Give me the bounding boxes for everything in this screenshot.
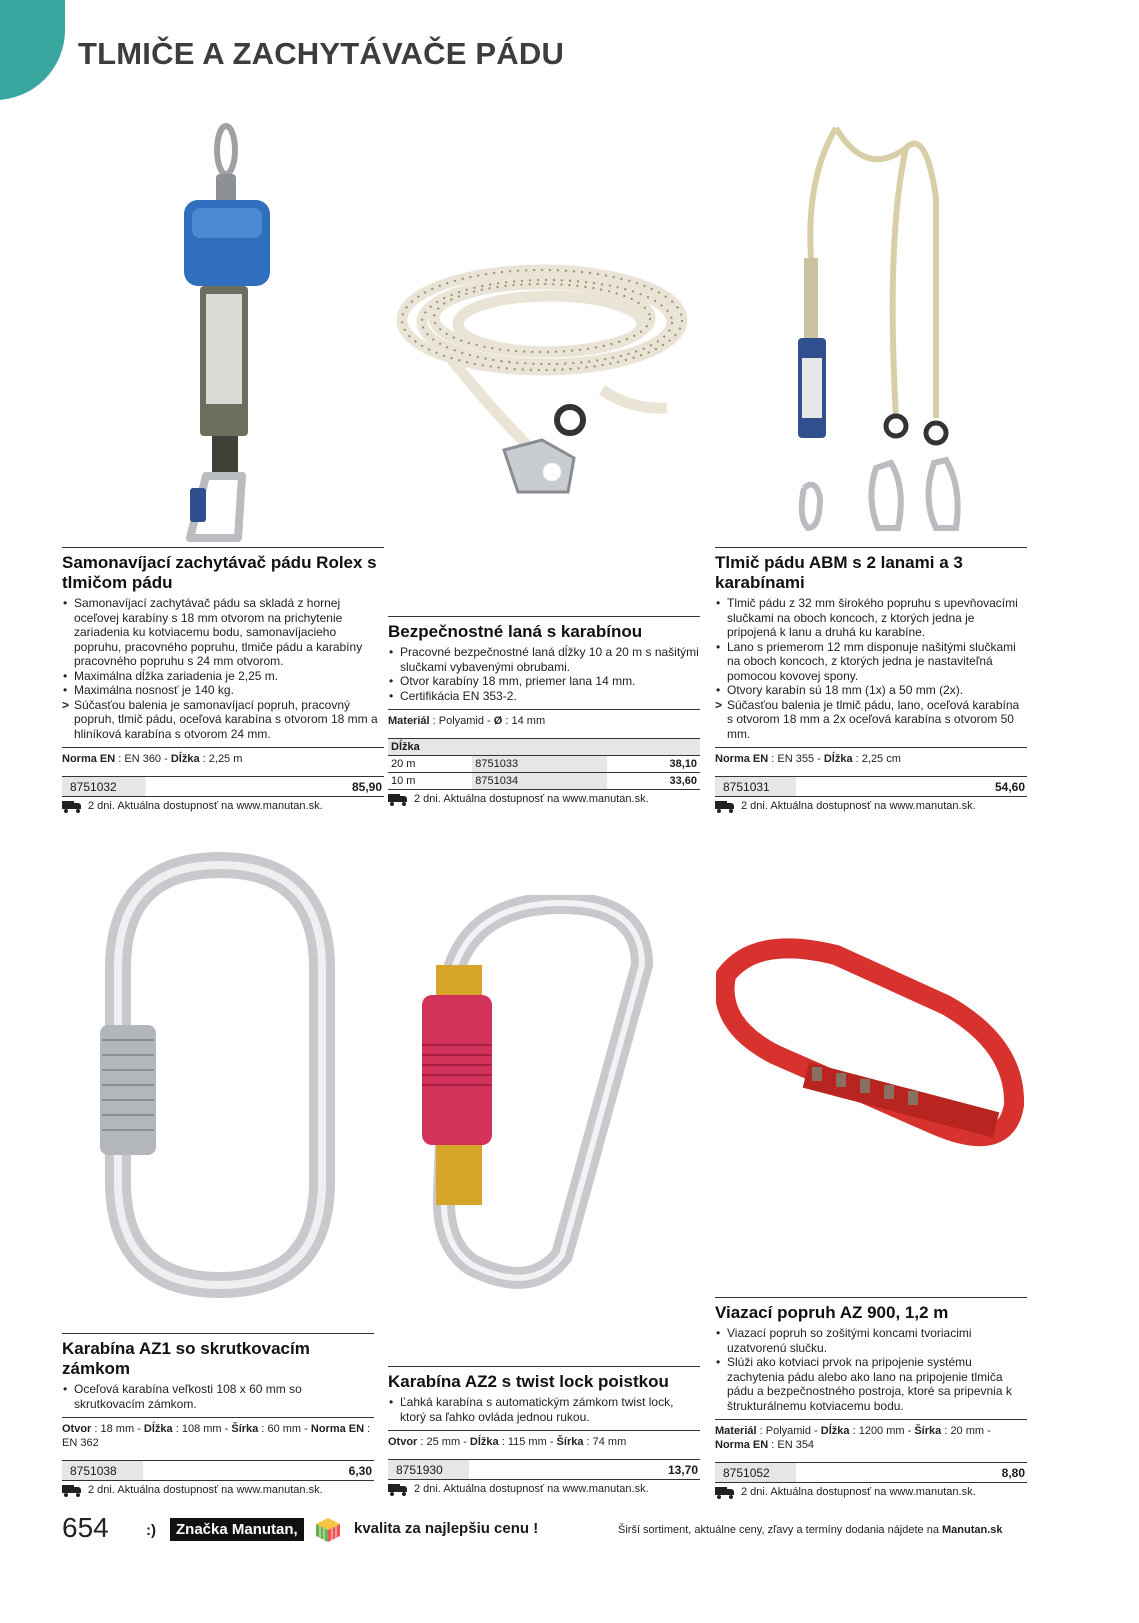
bullet: • Oceľová karabína veľkosti 108 x 60 mm so skrutkovacím zámkom. [62,1382,374,1411]
product-safety-rope [388,616,700,805]
corner-accent [0,0,65,100]
truck-icon [715,801,735,811]
bullet: • Otvory karabín sú 18 mm (1x) a 50 mm (2x). [715,683,1027,698]
availability: 2 dni. Aktuálna dostupnosť na www.manutan.sk. [62,796,384,812]
product-bullets [388,1395,700,1424]
product-bullets [62,1382,374,1411]
price-row [715,1462,1027,1482]
product-price: 8,80 [1001,1465,1025,1480]
safety-rope-image [392,240,702,500]
truck-icon [715,1487,735,1497]
spec-line: Otvor : 25 mm - Dĺžka : 115 mm - Šírka : 74 mm [388,1430,700,1449]
table-row: 10 m 8751034 33,60 [388,773,700,790]
smile-text: :) [146,1522,156,1539]
product-bullets [715,1326,1027,1413]
bullet: > Súčasťou balenia je samonavíjací popruh, pracovný popruh, tlmič pádu, oceľová karabína s otvorom 18 mm a hliníková karabína s otvorom 24 mm. [62,698,384,742]
brand-badge: Značka Manutan, [170,1518,304,1541]
page-title: TLMIČE A ZACHYTÁVAČE PÁDU [78,36,565,71]
product-title: Samonavíjací zachytávač pádu Rolex s tlmičom pádu [62,547,384,593]
availability: 2 dni. Aktuálna dostupnosť na www.manutan.sk. [715,1482,1027,1498]
product-code: 8751031 [723,779,770,794]
product-az900 [715,1297,1027,1498]
bullet: > Súčasťou balenia je tlmič pádu, lano, oceľová karabína s otvorom 18 mm a 2x oceľová karabína s otvorom 50 mm. [715,698,1027,742]
table-row: 20 m 8751033 38,10 [388,756,700,773]
product-bullets [62,596,384,741]
carabiner-az2-image [412,895,682,1295]
truck-icon [388,794,408,804]
availability: 2 dni. Aktuálna dostupnosť na www.manutan.sk. [388,789,700,805]
bullet: • Lano s priemerom 12 mm disponuje našitými slučkami na oboch koncoch, z ktorých jedna je nastaviteľná pomocou kovovej spony. [715,640,1027,684]
spec-line: Norma EN : EN 355 - Dĺžka : 2,25 cm [715,747,1027,766]
availability: 2 dni. Aktuálna dostupnosť na www.manutan.sk. [62,1480,374,1496]
spec-line: Norma EN : EN 360 - Dĺžka : 2,25 m [62,747,384,766]
price-row [388,1459,700,1479]
bullet: • Tlmič pádu z 32 mm širokého popruhu s upevňovacími slučkami na oboch koncoch, z ktorých jedna je pripojená k lanu a druhá ku karabíne. [715,596,1027,640]
page-number: 654 [62,1512,109,1543]
bullet: • Samonavíjací zachytávač pádu sa skladá z hornej oceľovej karabíny s 18 mm otvorom na prichytenie zariadenia ku kotviacemu bodu, samonavíjacieho popruhu, pracovného popruhu, tlmiče pádu a karabíny pracovného popruhu s 24 mm otvorom. [62,596,384,669]
product-abm [715,547,1027,812]
product-title: Bezpečnostné laná s karabínou [388,616,700,642]
bullet: • Maximálna dĺžka zariadenia je 2,25 m. [62,669,384,684]
spec-line: Materiál : Polyamid - Ø : 14 mm [388,709,700,728]
rolex-fall-arrester-image [160,118,280,548]
abm-shock-absorber-image [786,118,986,548]
product-az2 [388,1366,700,1495]
product-code: 8751930 [396,1462,443,1477]
spec-line: Otvor : 18 mm - Dĺžka : 108 mm - Šírka : 60 mm - Norma EN : EN 362 [62,1417,374,1450]
product-price: 85,90 [351,779,382,794]
bullet: • Ľahká karabína s automatickým zámkom twist lock, ktorý sa ľahko ovláda jednou rukou. [388,1395,700,1424]
price-row [715,776,1027,796]
product-title: Viazací popruh AZ 900, 1,2 m [715,1297,1027,1323]
product-bullets [388,645,700,703]
sling-az900-image [716,935,1026,1165]
bullet: • Slúži ako kotviaci prvok na pripojenie systému zachytenia pádu alebo ako lano na pripojenie tlmiča pádu a bezpečnostného postroja, ktoré sa pripevnia k štrukturálnemu kotviacemu bodu. [715,1355,1027,1413]
product-bullets [715,596,1027,741]
price-row [62,776,384,796]
bullet: • Pracovné bezpečnostné laná dĺžky 10 a 20 m s našitými slučkami vybavenými obrubami. [388,645,700,674]
variant-table [388,738,700,789]
product-code: 8751052 [723,1465,770,1480]
bullet: • Viazací popruh so zošitými koncami tvoriacimi uzatvorenú slučku. [715,1326,1027,1355]
cube-icon [314,1516,342,1544]
page-footer [0,1512,1139,1552]
product-price: 13,70 [667,1462,698,1477]
truck-icon [62,801,82,811]
product-az1 [62,1333,374,1496]
bullet: • Maximálna nosnosť je 140 kg. [62,683,384,698]
product-rolex [62,547,384,812]
footer-site[interactable]: Manutan.sk [942,1524,1003,1536]
claim-text: kvalita za najlepšiu cenu ! [354,1520,539,1537]
product-title: Karabína AZ1 so skrutkovacím zámkom [62,1333,374,1379]
availability: 2 dni. Aktuálna dostupnosť na www.manutan.sk. [715,796,1027,812]
carabiner-az1-image [90,845,350,1305]
price-row [62,1460,374,1480]
product-title: Tlmič pádu ABM s 2 lanami a 3 karabínami [715,547,1027,593]
bullet: • Certifikácia EN 353-2. [388,689,700,704]
availability: 2 dni. Aktuálna dostupnosť na www.manutan.sk. [388,1479,700,1495]
product-code: 8751038 [70,1463,117,1478]
spec-line: Materiál : Polyamid - Dĺžka : 1200 mm - Šírka : 20 mm - Norma EN : EN 354 [715,1419,1027,1452]
footer-info: Širší sortiment, aktuálne ceny, zľavy a termíny dodania nájdete na Manutan.sk [618,1524,1003,1536]
truck-icon [388,1484,408,1494]
product-price: 6,30 [348,1463,372,1478]
truck-icon [62,1485,82,1495]
product-title: Karabína AZ2 s twist lock poistkou [388,1366,700,1392]
product-price: 54,60 [994,779,1025,794]
table-header: Dĺžka [388,739,700,756]
bullet: • Otvor karabíny 18 mm, priemer lana 14 mm. [388,674,700,689]
product-code: 8751032 [70,779,117,794]
